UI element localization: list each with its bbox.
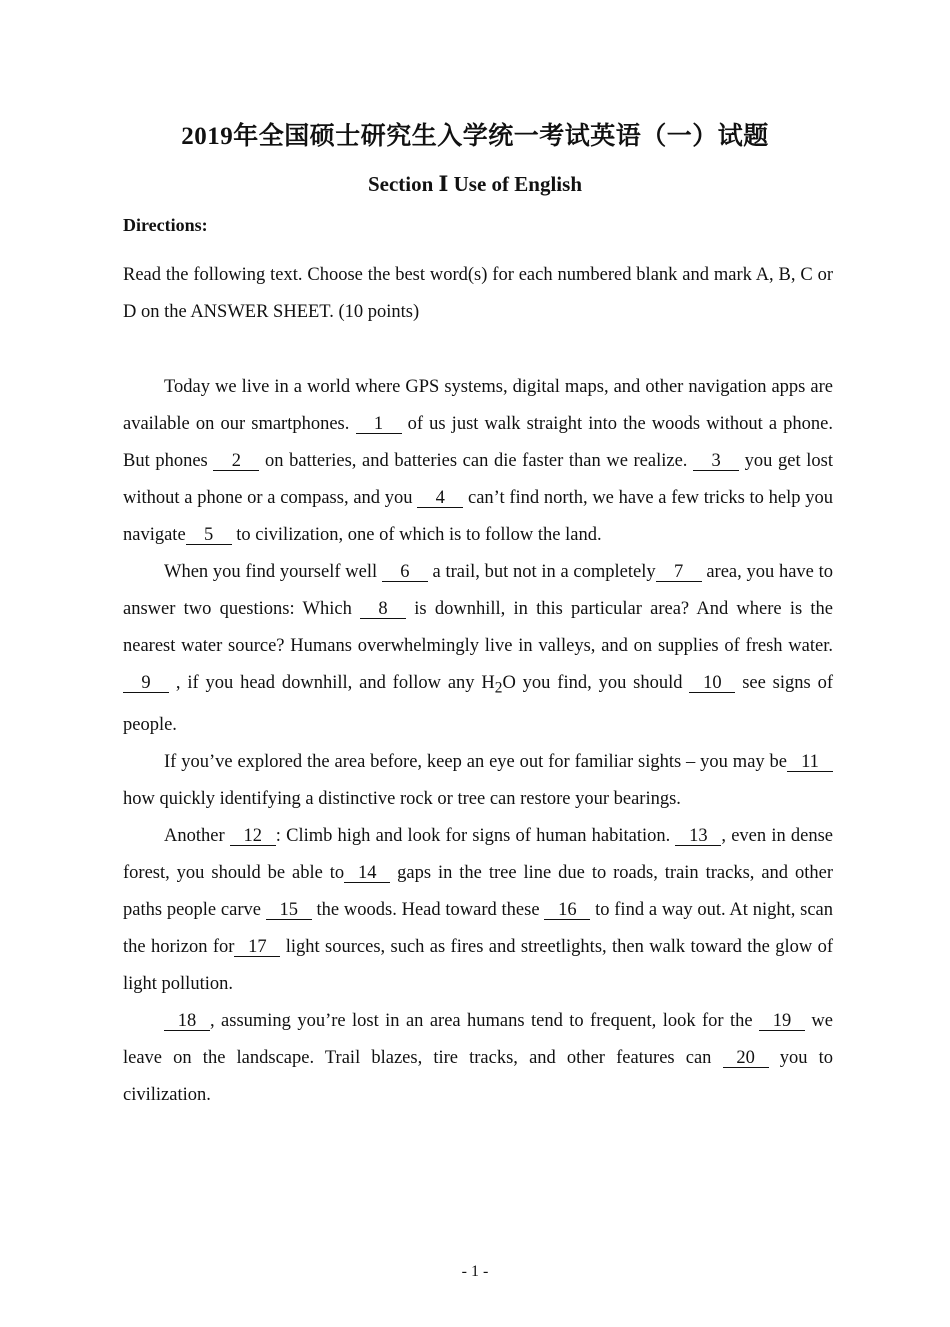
- page-title: 2019年全国硕士研究生入学统一考试英语（一）试题: [181, 123, 769, 150]
- blank-15: 15: [266, 901, 312, 920]
- passage-text: , even in dense forest, you should be able to: [123, 825, 834, 883]
- page-number: - 1 -: [461, 1263, 489, 1280]
- passage-text: the woods. Head toward these: [311, 899, 545, 920]
- passage-text: of us just walk straight into the woods without a phone. But phones: [123, 414, 834, 471]
- cloze-passage: [123, 369, 833, 1114]
- passage-text: If you’ve explored the area before, keep an eye out for familiar sights – you may be: [164, 751, 787, 772]
- blank-20: 20: [723, 1049, 769, 1068]
- blank-12: 12: [230, 827, 276, 846]
- blank-2: 2: [213, 452, 259, 471]
- blank-3: 3: [693, 452, 739, 471]
- blank-18: 18: [164, 1012, 210, 1031]
- passage-text: light sources, such as fires and streetlights, then walk toward the glow of light pollution.: [123, 936, 833, 994]
- directions-text: Read the following text. Choose the best word(s) for each numbered blank and mark A, B, C or D on the ANSWER SHEET. (10 points): [123, 265, 833, 322]
- passage-text: to civilization, one of which is to follow the land.: [231, 525, 602, 545]
- paragraph-4: [123, 818, 833, 1003]
- blank-6: 6: [382, 563, 428, 582]
- blank-16: 16: [544, 901, 590, 920]
- passage-text: area, you have to answer two questions: Which: [123, 562, 833, 619]
- blank-8: 8: [360, 600, 406, 619]
- subscript: 2: [494, 679, 503, 697]
- paragraph-1: [123, 369, 833, 554]
- section-heading: Section Ⅰ Use of English: [367, 172, 582, 196]
- blank-1: 1: [356, 415, 402, 434]
- paragraph-5: [123, 1003, 833, 1114]
- blank-11: 11: [787, 753, 833, 772]
- blank-7: 7: [656, 563, 702, 582]
- passage-text: see signs of people.: [123, 673, 833, 735]
- passage-text: Another: [164, 825, 230, 846]
- passage-text: can’t find north, we have a few tricks to help you navigate: [123, 488, 833, 545]
- paragraph-2: [123, 554, 833, 744]
- blank-17: 17: [234, 938, 280, 957]
- passage-text: you get lost without a phone or a compass, and you: [123, 451, 834, 508]
- passage-text: on batteries, and batteries can die faster than we realize.: [259, 451, 694, 471]
- blank-5: 5: [186, 526, 232, 545]
- blank-14: 14: [344, 864, 390, 883]
- passage-text: When you find yourself well: [164, 562, 382, 582]
- passage-text: O you find, you should: [502, 673, 690, 693]
- blank-4: 4: [417, 489, 463, 508]
- passage-text: : Climb high and look for signs of human habitation.: [275, 825, 676, 846]
- passage-text: a trail, but not in a completely: [427, 562, 656, 582]
- passage-text: , if you head downhill, and follow any H: [169, 673, 495, 693]
- passage-text: is downhill, in this particular area? And where is the nearest water source? Humans overwhelmingly live in valleys, and on supplies of fresh water.: [123, 599, 833, 656]
- passage-text: Today we live in a world where GPS systems, digital maps, and other navigation apps are available on our smartphones.: [123, 377, 833, 434]
- blank-19: 19: [759, 1012, 805, 1031]
- blank-9: 9: [123, 674, 169, 693]
- passage-text: we leave on the landscape. Trail blazes, tire tracks, and other features can: [123, 1010, 833, 1068]
- passage-text: , assuming you’re lost in an area humans tend to frequent, look for the: [210, 1010, 760, 1031]
- directions-label: Directions:: [123, 215, 208, 235]
- blank-10: 10: [689, 674, 735, 693]
- passage-text: you to civilization.: [123, 1047, 833, 1105]
- passage-text: how quickly identifying a distinctive rock or tree can restore your bearings.: [123, 788, 681, 809]
- paragraph-3: [123, 744, 833, 818]
- passage-text: gaps in the tree line due to roads, train tracks, and other paths people carve: [123, 862, 834, 920]
- blank-13: 13: [675, 827, 721, 846]
- passage-text: to find a way out. At night, scan the horizon for: [123, 899, 833, 957]
